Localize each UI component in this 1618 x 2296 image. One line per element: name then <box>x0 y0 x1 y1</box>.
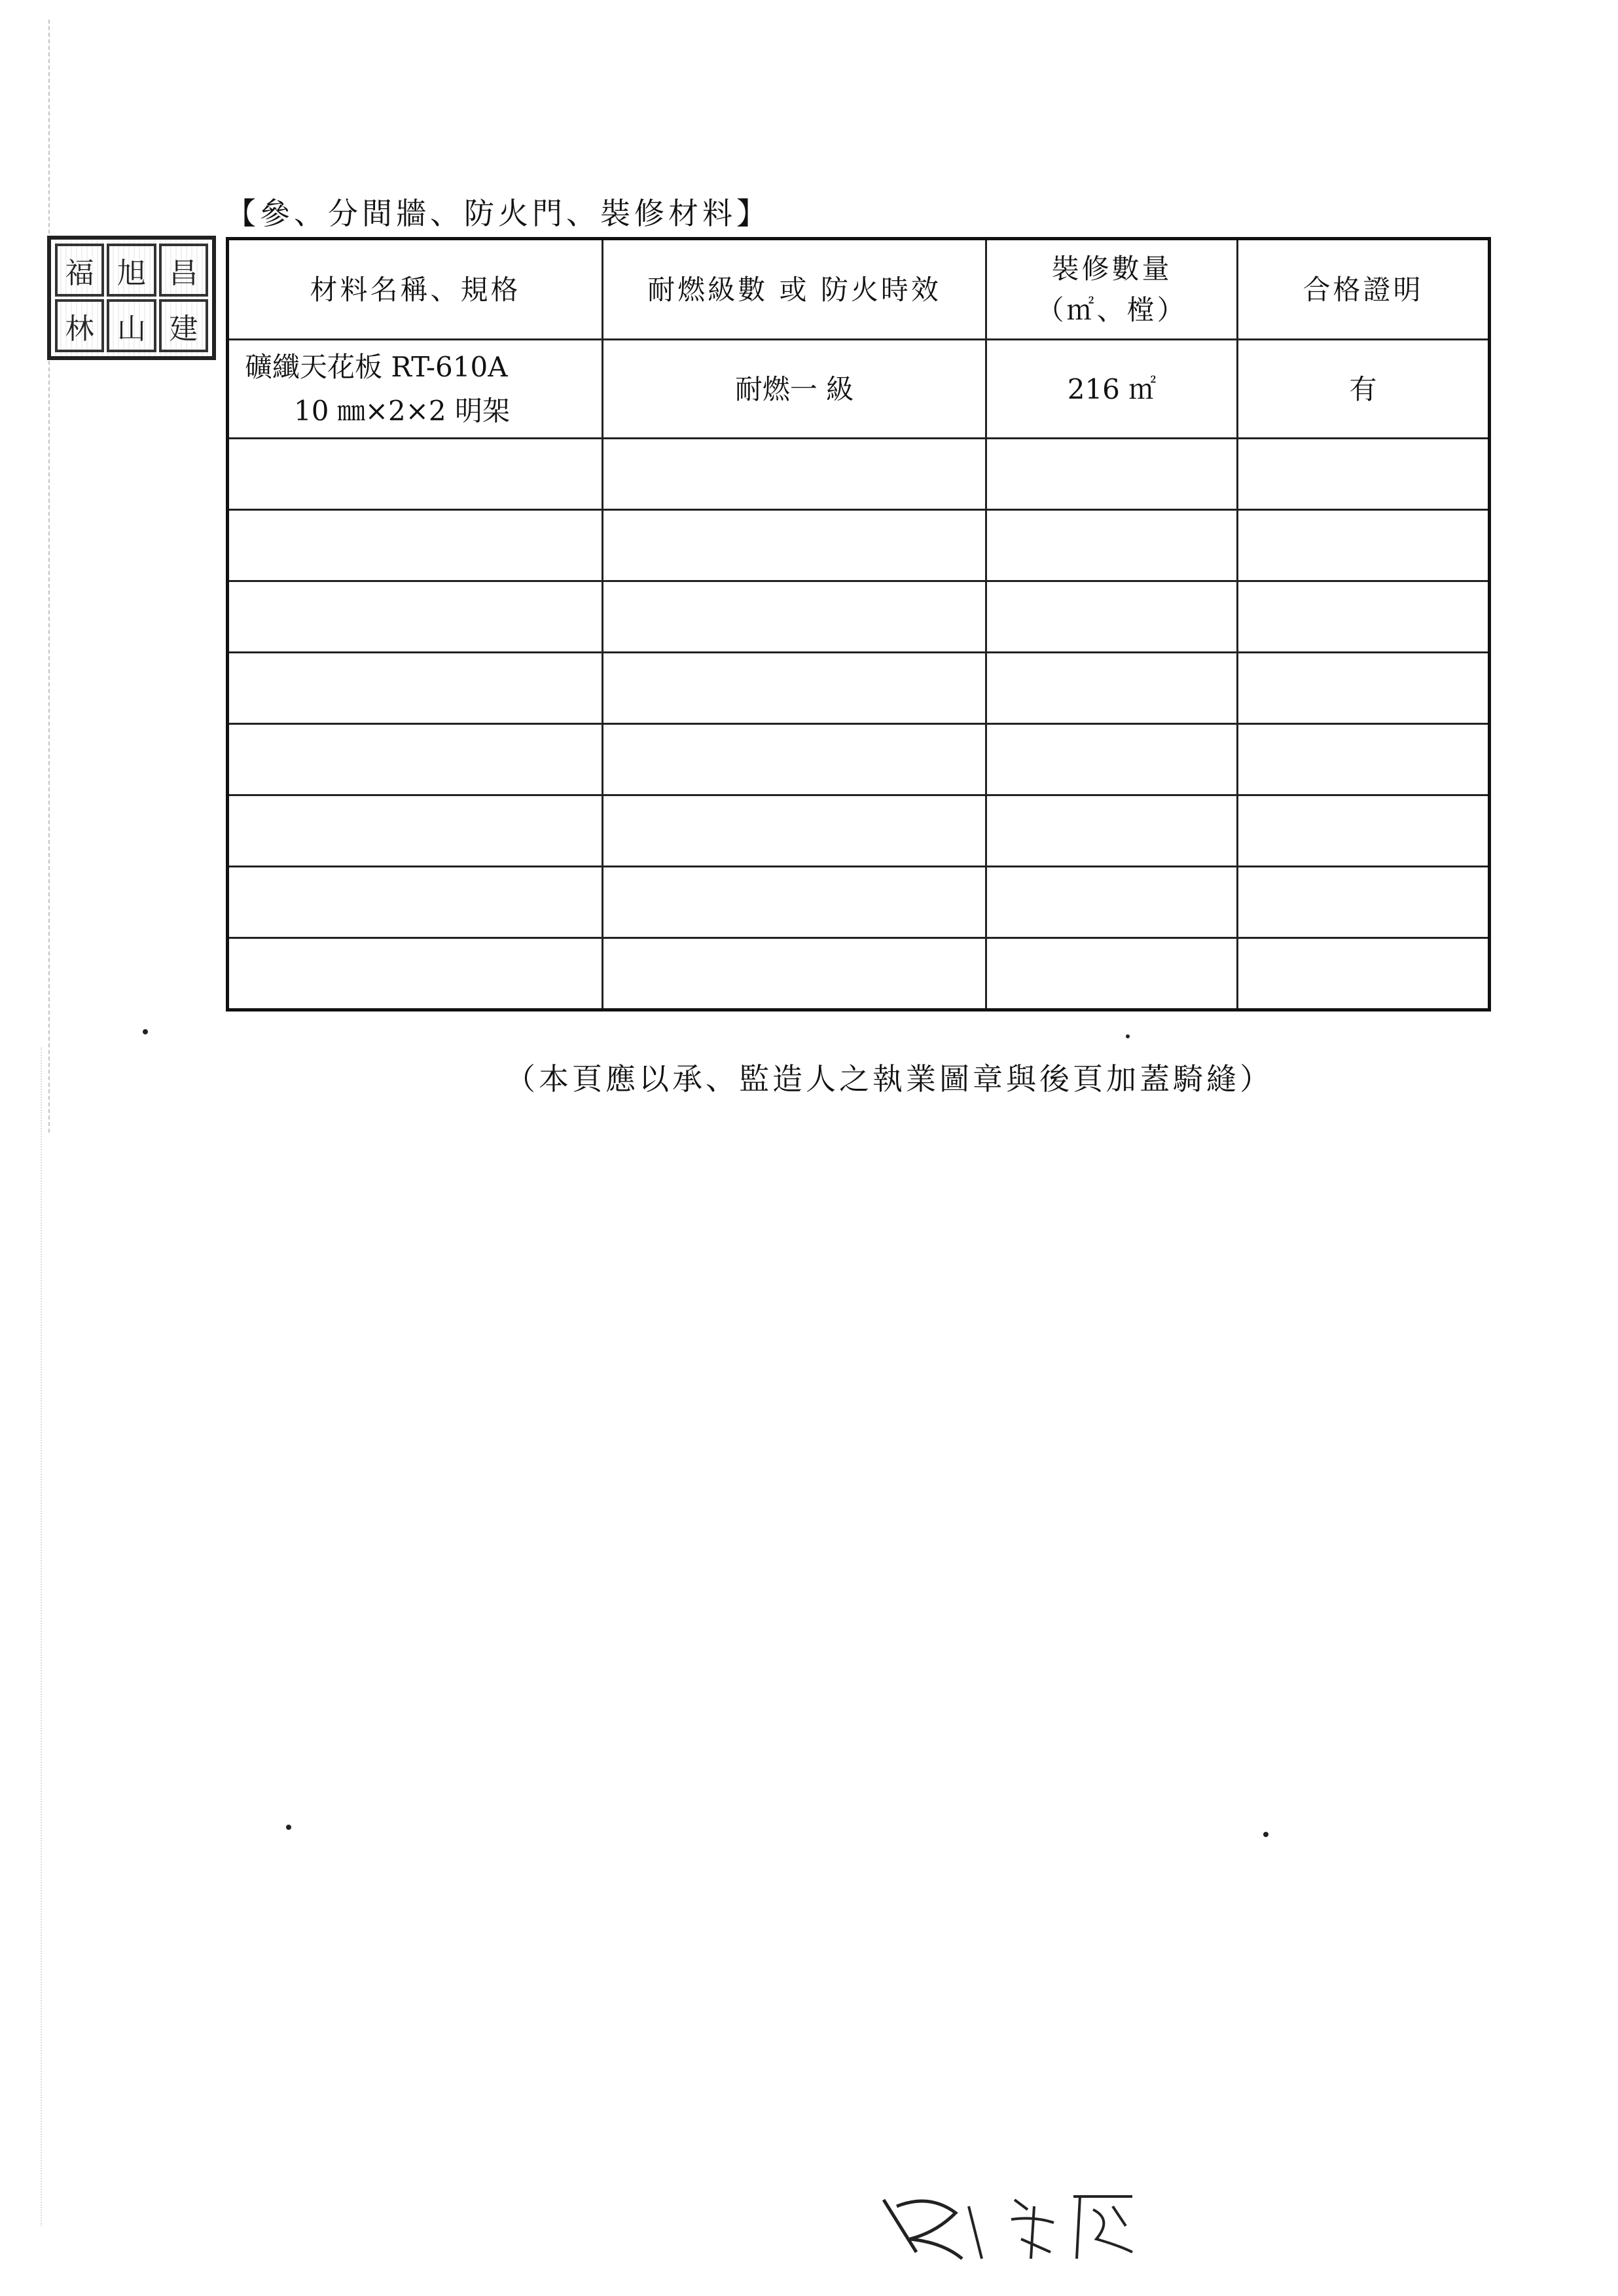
empty-cell <box>986 653 1238 724</box>
empty-cell <box>603 795 986 867</box>
table-row-empty <box>228 439 1490 510</box>
scan-edge-artifact <box>41 1048 43 2226</box>
empty-cell <box>228 867 603 938</box>
empty-cell <box>603 653 986 724</box>
empty-cell <box>228 938 603 1010</box>
seal-glyph: 昌 <box>159 244 208 297</box>
table-row <box>228 340 1490 439</box>
scan-speck <box>1263 1832 1268 1837</box>
empty-cell <box>603 867 986 938</box>
scan-speck <box>1126 1034 1130 1038</box>
cell-material-name <box>228 340 603 439</box>
empty-cell <box>1238 653 1490 724</box>
empty-cell <box>228 439 603 510</box>
header-fire-rating: 耐燃級數 或 防火時效 <box>603 239 986 340</box>
empty-cell <box>986 439 1238 510</box>
scan-edge-artifact <box>48 20 52 1133</box>
handwritten-signature <box>871 2180 1145 2265</box>
empty-cell <box>986 510 1238 581</box>
material-name-line1: 礦纖天花板 RT-610A <box>245 350 508 383</box>
seal-glyph: 福 <box>55 244 104 297</box>
empty-cell <box>228 653 603 724</box>
empty-cell <box>986 795 1238 867</box>
cell-fire-rating: 耐燃一 級 <box>603 340 986 439</box>
empty-cell <box>1238 938 1490 1010</box>
empty-cell <box>228 581 603 653</box>
empty-cell <box>228 510 603 581</box>
seam-stamp-note: （本頁應以承、監造人之執業圖章與後頁加蓋騎縫） <box>505 1061 1273 1097</box>
header-quantity-label: 裝修數量 <box>1051 253 1172 285</box>
seal-glyph: 建 <box>159 299 208 352</box>
empty-cell <box>986 581 1238 653</box>
empty-cell <box>1238 795 1490 867</box>
seal-glyph: 林 <box>55 299 104 352</box>
empty-cell <box>986 724 1238 795</box>
table-row-empty <box>228 653 1490 724</box>
table-row-empty <box>228 724 1490 795</box>
cell-certificate: 有 <box>1238 340 1490 439</box>
empty-cell <box>603 581 986 653</box>
empty-cell <box>986 867 1238 938</box>
empty-cell <box>1238 581 1490 653</box>
material-name-line2: 10 ㎜×2×2 明架 <box>294 395 510 427</box>
empty-cell <box>603 938 986 1010</box>
section-title: 【參、分間牆、防火門、裝修材料】 <box>226 196 770 231</box>
empty-cell <box>1238 724 1490 795</box>
table-row-empty <box>228 581 1490 653</box>
scan-speck <box>143 1029 148 1034</box>
materials-table <box>226 237 1491 1011</box>
empty-cell <box>603 724 986 795</box>
table-row-empty <box>228 867 1490 938</box>
table-row-empty <box>228 938 1490 1010</box>
table-row-empty <box>228 795 1490 867</box>
empty-cell <box>986 938 1238 1010</box>
header-certificate: 合格證明 <box>1238 239 1490 340</box>
header-quantity <box>986 239 1238 340</box>
empty-cell <box>228 724 603 795</box>
scan-speck <box>286 1825 291 1830</box>
seal-glyph: 旭 <box>107 244 156 297</box>
empty-cell <box>228 795 603 867</box>
table-row-empty <box>228 510 1490 581</box>
header-material-name: 材料名稱、規格 <box>228 239 603 340</box>
header-quantity-unit: （㎡、樘） <box>1036 294 1187 326</box>
table-header-row <box>228 239 1490 340</box>
empty-cell <box>1238 867 1490 938</box>
empty-cell <box>603 439 986 510</box>
cell-quantity: 216 ㎡ <box>986 340 1238 439</box>
empty-cell <box>1238 439 1490 510</box>
empty-cell <box>1238 510 1490 581</box>
architect-seal-stamp <box>47 236 216 360</box>
seal-glyph: 山 <box>107 299 156 352</box>
empty-cell <box>603 510 986 581</box>
